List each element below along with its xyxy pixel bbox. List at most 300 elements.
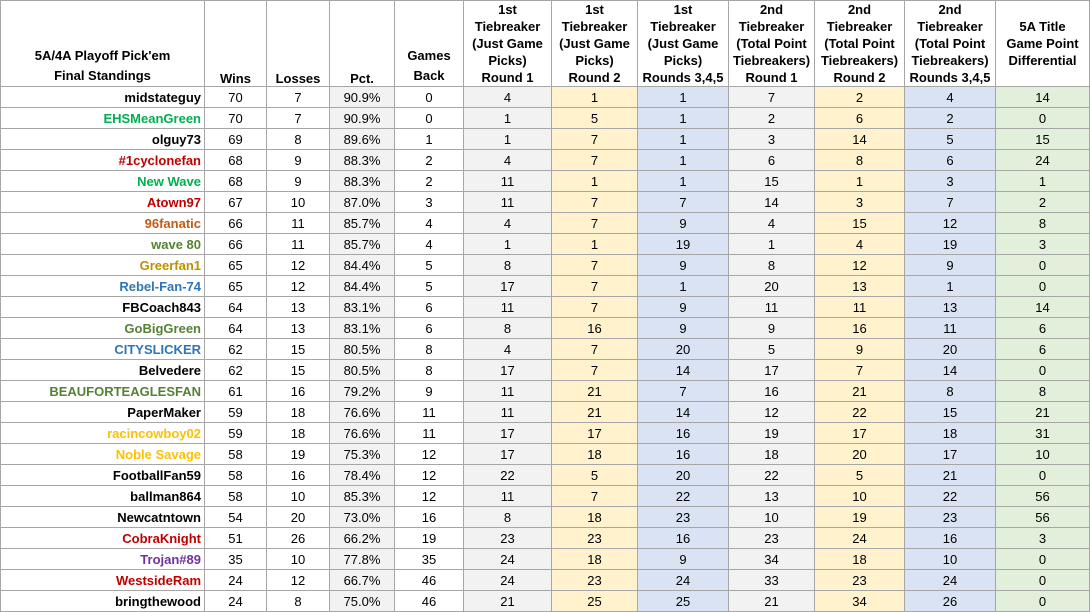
tb2-round2-cell: 20 — [815, 444, 905, 465]
wins-cell: 65 — [205, 255, 267, 276]
tb1-round2-cell: 21 — [552, 402, 638, 423]
pct-cell: 78.4% — [330, 465, 395, 486]
losses-cell: 11 — [267, 234, 330, 255]
tb1-rounds345-cell: 16 — [638, 528, 729, 549]
tb2-rounds345-cell: 4 — [905, 87, 996, 108]
tb1-rounds345-cell: 20 — [638, 465, 729, 486]
games-back-header — [395, 1, 464, 87]
player-name: olguy73 — [1, 129, 205, 150]
tb1-rounds345-cell: 7 — [638, 192, 729, 213]
table-row — [1, 276, 1090, 297]
games-back-line-2: Back — [413, 68, 445, 83]
tb1-round1-cell: 4 — [464, 150, 552, 171]
header-line: Tiebreaker — [917, 19, 983, 34]
losses-cell: 16 — [267, 465, 330, 486]
wins-cell: 24 — [205, 570, 267, 591]
pct-cell: 84.4% — [330, 276, 395, 297]
player-name: Atown97 — [1, 192, 205, 213]
player-name: Belvedere — [1, 360, 205, 381]
tb1-round2-cell: 7 — [552, 360, 638, 381]
games-back-cell: 6 — [395, 318, 464, 339]
wins-cell: 61 — [205, 381, 267, 402]
tb2-round2-cell: 12 — [815, 255, 905, 276]
tb2-round2-cell: 14 — [815, 129, 905, 150]
tb1-rounds345-cell: 1 — [638, 129, 729, 150]
table-row — [1, 339, 1090, 360]
header-line: 1st — [673, 2, 693, 17]
header-line: Tiebreakers) — [820, 53, 899, 68]
player-name: Trojan#89 — [1, 549, 205, 570]
tb2-rounds345-cell: 12 — [905, 213, 996, 234]
tb1-round1-cell: 17 — [464, 444, 552, 465]
games-back-cell: 1 — [395, 129, 464, 150]
point-differential-cell: 0 — [996, 591, 1090, 612]
tb1-round1-cell: 1 — [464, 234, 552, 255]
losses-cell: 15 — [267, 360, 330, 381]
tb1-round1-cell: 4 — [464, 339, 552, 360]
tb2-rounds345-cell: 15 — [905, 402, 996, 423]
table-row — [1, 570, 1090, 591]
table-row — [1, 234, 1090, 255]
player-name: racincowboy02 — [1, 423, 205, 444]
games-back-cell: 12 — [395, 486, 464, 507]
tb1-round2-cell: 7 — [552, 192, 638, 213]
games-back-cell: 5 — [395, 276, 464, 297]
tb1-round1-cell: 8 — [464, 255, 552, 276]
player-name: wave 80 — [1, 234, 205, 255]
tb2-rounds345-cell: 11 — [905, 318, 996, 339]
tb1-rounds345-cell: 25 — [638, 591, 729, 612]
pct-cell: 83.1% — [330, 318, 395, 339]
losses-cell: 18 — [267, 423, 330, 444]
tb2-round2-cell: 3 — [815, 192, 905, 213]
tb2-round2-cell: 17 — [815, 423, 905, 444]
wins-cell: 35 — [205, 549, 267, 570]
tb2-rounds345-cell: 18 — [905, 423, 996, 444]
losses-cell: 12 — [267, 570, 330, 591]
tb2-round2-cell: 21 — [815, 381, 905, 402]
tb1-round1-cell: 4 — [464, 87, 552, 108]
losses-cell: 10 — [267, 192, 330, 213]
tb2-rounds345-cell: 22 — [905, 486, 996, 507]
tb1-rounds345-cell: 9 — [638, 318, 729, 339]
table-row — [1, 360, 1090, 381]
losses-cell: 10 — [267, 486, 330, 507]
player-name: EHSMeanGreen — [1, 108, 205, 129]
tb2-round2-cell: 18 — [815, 549, 905, 570]
header-line: Tiebreaker — [561, 19, 628, 34]
tb1-rounds345-cell: 14 — [638, 402, 729, 423]
tb1-round1-cell: 17 — [464, 276, 552, 297]
losses-cell: 16 — [267, 381, 330, 402]
tb1-round2-cell: 7 — [552, 486, 638, 507]
player-name: CITYSLICKER — [1, 339, 205, 360]
tb1-rounds345-cell: 7 — [638, 381, 729, 402]
wins-cell: 66 — [205, 234, 267, 255]
tb2-round2-cell: 5 — [815, 465, 905, 486]
tb1-round2-cell: 1 — [552, 234, 638, 255]
tb1-rounds345-cell: 19 — [638, 234, 729, 255]
header-line: 1st — [585, 2, 604, 17]
tb1-round2-cell: 7 — [552, 255, 638, 276]
header-line: Game Point — [1006, 36, 1079, 51]
player-name: PaperMaker — [1, 402, 205, 423]
tb1-rounds345-cell: 1 — [638, 108, 729, 129]
tb2-rounds345-cell: 23 — [905, 507, 996, 528]
header-line: Tiebreaker — [474, 19, 541, 34]
pct-header: Pct. — [330, 1, 395, 87]
tb2-rounds345-cell: 1 — [905, 276, 996, 297]
tb2-rounds345-cell: 5 — [905, 129, 996, 150]
tb2-round2-cell: 16 — [815, 318, 905, 339]
losses-cell: 9 — [267, 150, 330, 171]
point-differential-cell: 0 — [996, 570, 1090, 591]
table-row — [1, 255, 1090, 276]
games-back-cell: 4 — [395, 213, 464, 234]
tb2-round1-cell: 2 — [729, 108, 815, 129]
pct-cell: 79.2% — [330, 381, 395, 402]
games-back-cell: 19 — [395, 528, 464, 549]
header-line: (Total Point — [914, 36, 986, 51]
tb2-round2-cell: 13 — [815, 276, 905, 297]
wins-cell: 62 — [205, 339, 267, 360]
player-name: FootballFan59 — [1, 465, 205, 486]
tb2-round1-cell: 11 — [729, 297, 815, 318]
tb1-round1-cell: 22 — [464, 465, 552, 486]
header-line: Round 1 — [481, 70, 534, 85]
tb1-round1-cell: 8 — [464, 318, 552, 339]
wins-cell: 62 — [205, 360, 267, 381]
header-line: Round 1 — [745, 70, 798, 85]
tb1-rounds345-cell: 1 — [638, 171, 729, 192]
point-differential-cell: 31 — [996, 423, 1090, 444]
losses-cell: 18 — [267, 402, 330, 423]
wins-cell: 64 — [205, 297, 267, 318]
losses-cell: 7 — [267, 108, 330, 129]
point-differential-cell: 56 — [996, 486, 1090, 507]
pct-cell: 80.5% — [330, 360, 395, 381]
tb2-round1-cell: 14 — [729, 192, 815, 213]
tb2-round1-cell: 13 — [729, 486, 815, 507]
tb1-rounds345-header — [638, 1, 729, 87]
tb2-rounds345-cell: 20 — [905, 339, 996, 360]
table-row — [1, 549, 1090, 570]
games-back-cell: 5 — [395, 255, 464, 276]
point-differential-cell: 0 — [996, 549, 1090, 570]
header-line: Picks) — [488, 53, 527, 68]
pct-cell: 84.4% — [330, 255, 395, 276]
tb1-round1-cell: 17 — [464, 423, 552, 444]
wins-cell: 66 — [205, 213, 267, 234]
tb1-round2-cell: 17 — [552, 423, 638, 444]
wins-cell: 64 — [205, 318, 267, 339]
header-line: Differential — [1008, 53, 1077, 68]
point-differential-cell: 0 — [996, 465, 1090, 486]
losses-cell: 8 — [267, 129, 330, 150]
losses-cell: 13 — [267, 318, 330, 339]
header-line: (Just Game — [559, 36, 630, 51]
tb2-round2-header — [815, 1, 905, 87]
player-name: Greerfan1 — [1, 255, 205, 276]
wins-cell: 59 — [205, 423, 267, 444]
pct-cell: 85.3% — [330, 486, 395, 507]
wins-cell: 70 — [205, 108, 267, 129]
tb2-rounds345-cell: 24 — [905, 570, 996, 591]
table-row — [1, 486, 1090, 507]
table-row — [1, 528, 1090, 549]
tb2-round2-cell: 6 — [815, 108, 905, 129]
pct-cell: 66.2% — [330, 528, 395, 549]
pct-cell: 77.8% — [330, 549, 395, 570]
losses-cell: 13 — [267, 297, 330, 318]
point-differential-cell: 0 — [996, 276, 1090, 297]
pct-cell: 76.6% — [330, 402, 395, 423]
pct-cell: 88.3% — [330, 150, 395, 171]
table-row — [1, 423, 1090, 444]
tb1-round2-cell: 18 — [552, 549, 638, 570]
point-differential-cell: 14 — [996, 87, 1090, 108]
games-back-cell: 9 — [395, 381, 464, 402]
tb2-round1-cell: 5 — [729, 339, 815, 360]
tb2-round2-cell: 15 — [815, 213, 905, 234]
tb1-rounds345-cell: 16 — [638, 423, 729, 444]
header-line: 5A Title — [1019, 19, 1066, 34]
wins-cell: 24 — [205, 591, 267, 612]
point-differential-cell: 15 — [996, 129, 1090, 150]
tb1-round1-cell: 4 — [464, 213, 552, 234]
tb1-round1-cell: 24 — [464, 570, 552, 591]
tb2-round2-cell: 4 — [815, 234, 905, 255]
tb2-round1-cell: 23 — [729, 528, 815, 549]
tb2-round1-cell: 19 — [729, 423, 815, 444]
tb1-round1-cell: 11 — [464, 486, 552, 507]
games-back-cell: 2 — [395, 171, 464, 192]
tb1-round1-cell: 17 — [464, 360, 552, 381]
games-back-cell: 0 — [395, 108, 464, 129]
tb2-round1-cell: 9 — [729, 318, 815, 339]
games-back-cell: 46 — [395, 570, 464, 591]
games-back-cell: 8 — [395, 339, 464, 360]
point-differential-cell: 3 — [996, 528, 1090, 549]
player-name: BEAUFORTEAGLESFAN — [1, 381, 205, 402]
tb1-round2-cell: 7 — [552, 339, 638, 360]
table-row — [1, 402, 1090, 423]
tb1-round2-cell: 7 — [552, 297, 638, 318]
tb2-round1-header — [729, 1, 815, 87]
games-back-line-1: Games — [407, 48, 451, 63]
games-back-cell: 35 — [395, 549, 464, 570]
tb1-rounds345-cell: 14 — [638, 360, 729, 381]
header-row — [1, 1, 1090, 87]
games-back-cell: 11 — [395, 423, 464, 444]
point-differential-cell: 1 — [996, 171, 1090, 192]
tb2-round1-cell: 15 — [729, 171, 815, 192]
player-name: WestsideRam — [1, 570, 205, 591]
tb1-rounds345-cell: 9 — [638, 549, 729, 570]
pct-cell: 90.9% — [330, 108, 395, 129]
tb1-rounds345-cell: 9 — [638, 255, 729, 276]
pct-cell: 90.9% — [330, 87, 395, 108]
player-name: New Wave — [1, 171, 205, 192]
games-back-cell: 6 — [395, 297, 464, 318]
wins-cell: 58 — [205, 444, 267, 465]
header-line: (Total Point — [736, 36, 807, 51]
losses-cell: 15 — [267, 339, 330, 360]
tb2-round1-cell: 22 — [729, 465, 815, 486]
pct-cell: 89.6% — [330, 129, 395, 150]
tb2-round2-cell: 11 — [815, 297, 905, 318]
games-back-cell: 2 — [395, 150, 464, 171]
title-line-1: 5A/4A Playoff Pick'em — [34, 48, 171, 63]
wins-cell: 65 — [205, 276, 267, 297]
point-differential-cell: 21 — [996, 402, 1090, 423]
table-row — [1, 297, 1090, 318]
tb1-round2-cell: 7 — [552, 129, 638, 150]
player-name: CobraKnight — [1, 528, 205, 549]
tb2-round1-cell: 12 — [729, 402, 815, 423]
standings-body — [1, 87, 1090, 612]
tb1-round2-header — [552, 1, 638, 87]
games-back-cell: 0 — [395, 87, 464, 108]
tb1-rounds345-cell: 9 — [638, 297, 729, 318]
table-row — [1, 591, 1090, 612]
header-line: Rounds 3,4,5 — [909, 70, 991, 85]
losses-cell: 26 — [267, 528, 330, 549]
tb2-rounds345-cell: 17 — [905, 444, 996, 465]
table-row — [1, 129, 1090, 150]
header-line: Round 2 — [833, 70, 886, 85]
wins-cell: 70 — [205, 87, 267, 108]
tb1-rounds345-cell: 20 — [638, 339, 729, 360]
wins-cell: 59 — [205, 402, 267, 423]
losses-cell: 9 — [267, 171, 330, 192]
tb1-round1-cell: 11 — [464, 402, 552, 423]
header-line: Tiebreakers) — [732, 53, 811, 68]
tb1-round2-cell: 18 — [552, 444, 638, 465]
tb2-round1-cell: 21 — [729, 591, 815, 612]
tb1-round2-cell: 18 — [552, 507, 638, 528]
pct-cell: 76.6% — [330, 423, 395, 444]
tb2-rounds345-cell: 14 — [905, 360, 996, 381]
tb2-rounds345-cell: 2 — [905, 108, 996, 129]
wins-header: Wins — [205, 1, 267, 87]
tb1-round1-header — [464, 1, 552, 87]
tb1-round2-cell: 25 — [552, 591, 638, 612]
tb1-rounds345-cell: 16 — [638, 444, 729, 465]
point-differential-cell: 6 — [996, 339, 1090, 360]
wins-cell: 67 — [205, 192, 267, 213]
header-line: Picks) — [575, 53, 614, 68]
header-line: Tiebreaker — [738, 19, 805, 34]
table-row — [1, 192, 1090, 213]
table-row — [1, 108, 1090, 129]
tb1-round1-cell: 21 — [464, 591, 552, 612]
tb2-rounds345-cell: 21 — [905, 465, 996, 486]
table-row — [1, 381, 1090, 402]
losses-cell: 20 — [267, 507, 330, 528]
table-row — [1, 444, 1090, 465]
point-differential-cell: 8 — [996, 213, 1090, 234]
wins-cell: 68 — [205, 150, 267, 171]
tb1-round2-cell: 7 — [552, 213, 638, 234]
header-line: Tiebreakers) — [911, 53, 989, 68]
table-row — [1, 465, 1090, 486]
tb1-rounds345-cell: 9 — [638, 213, 729, 234]
header-line: 2nd — [938, 2, 962, 17]
games-back-cell: 3 — [395, 192, 464, 213]
point-differential-cell: 10 — [996, 444, 1090, 465]
wins-cell: 51 — [205, 528, 267, 549]
wins-cell: 54 — [205, 507, 267, 528]
tb2-round2-cell: 10 — [815, 486, 905, 507]
header-line: 2nd — [847, 2, 872, 17]
point-differential-cell: 6 — [996, 318, 1090, 339]
wins-cell: 68 — [205, 171, 267, 192]
tb1-round2-cell: 7 — [552, 276, 638, 297]
player-name: ballman864 — [1, 486, 205, 507]
tb1-rounds345-cell: 1 — [638, 150, 729, 171]
tb2-round1-cell: 20 — [729, 276, 815, 297]
point-differential-cell: 24 — [996, 150, 1090, 171]
player-name: GoBigGreen — [1, 318, 205, 339]
tb1-round2-cell: 23 — [552, 570, 638, 591]
losses-header: Losses — [267, 1, 330, 87]
wins-cell: 58 — [205, 465, 267, 486]
tb2-rounds345-cell: 9 — [905, 255, 996, 276]
header-line: (Total Point — [824, 36, 895, 51]
player-name: midstateguy — [1, 87, 205, 108]
pct-cell: 85.7% — [330, 213, 395, 234]
wins-cell: 58 — [205, 486, 267, 507]
point-differential-cell: 14 — [996, 297, 1090, 318]
games-back-cell: 11 — [395, 402, 464, 423]
pct-cell: 83.1% — [330, 297, 395, 318]
tb1-round1-cell: 1 — [464, 108, 552, 129]
tb2-round2-cell: 34 — [815, 591, 905, 612]
player-name: FBCoach843 — [1, 297, 205, 318]
tb2-rounds345-cell: 3 — [905, 171, 996, 192]
tb2-round2-cell: 24 — [815, 528, 905, 549]
table-row — [1, 213, 1090, 234]
tb2-round1-cell: 3 — [729, 129, 815, 150]
tb1-round2-cell: 21 — [552, 381, 638, 402]
player-name: #1cyclonefan — [1, 150, 205, 171]
losses-cell: 11 — [267, 213, 330, 234]
tb1-round2-cell: 5 — [552, 108, 638, 129]
tb2-rounds345-cell: 16 — [905, 528, 996, 549]
tb1-round2-cell: 16 — [552, 318, 638, 339]
player-name: 96fanatic — [1, 213, 205, 234]
wins-cell: 69 — [205, 129, 267, 150]
tb2-rounds345-header — [905, 1, 996, 87]
tb2-round2-cell: 19 — [815, 507, 905, 528]
header-line: (Just Game — [472, 36, 543, 51]
page-title — [1, 1, 205, 87]
tb1-round1-cell: 11 — [464, 192, 552, 213]
point-differential-header — [996, 1, 1090, 87]
losses-cell: 19 — [267, 444, 330, 465]
header-line: 1st — [498, 2, 517, 17]
point-differential-cell: 0 — [996, 255, 1090, 276]
tb2-round2-cell: 8 — [815, 150, 905, 171]
losses-cell: 12 — [267, 276, 330, 297]
tb2-round1-cell: 6 — [729, 150, 815, 171]
header-line: Rounds 3,4,5 — [642, 70, 724, 85]
tb1-round1-cell: 1 — [464, 129, 552, 150]
tb2-rounds345-cell: 26 — [905, 591, 996, 612]
player-name: Newcatntown — [1, 507, 205, 528]
player-name: bringthewood — [1, 591, 205, 612]
